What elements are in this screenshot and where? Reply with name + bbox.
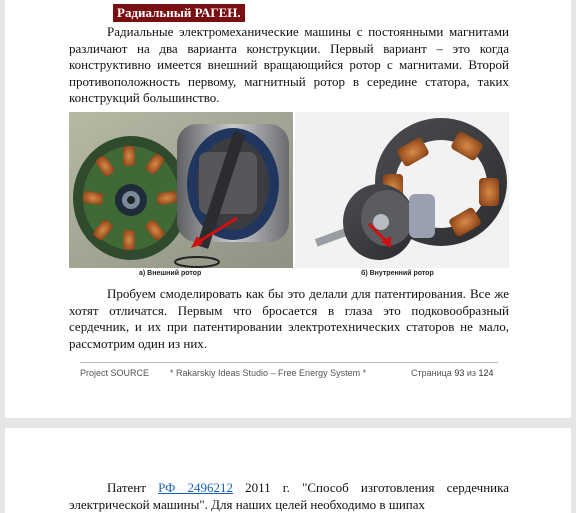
rotor-photo-illustration [69,112,509,282]
patent-link[interactable]: РФ 2496212 [158,480,233,495]
current-page: 93 [454,368,465,378]
paragraph-rotor-variants: Радиальные электромеханические машины с постоянными магнитами различают на два варианта конструкции. Первый вариант – это когда конструктивно имеется внешний вращающийся ротор с магнитами. Второй противоположность первому, магнитный ротор в середине статора, таких конструкций большинство. [69,24,509,105]
caption-inner-rotor: б) Внутренний ротор [361,270,434,277]
total-pages: 124 [478,368,494,378]
section-heading: Радиальный РАГЕН. [113,4,245,22]
paragraph-patenting: Пробуем смоделировать как бы это делали для патентирования. Все же хотят отличатся. Первым что бросается в глаза это подковообразный сердечник, и их при патентировании электротехнических статоров не мало, рассмотрим один из них. [69,286,509,351]
page-label: Страница [411,368,452,378]
caption-outer-rotor: а) Внешний ротор [139,270,202,277]
footer-studio: * Rakarskiy Ideas Studio – Free Energy System * [170,368,367,378]
outer-rotor-stator-photo [73,136,189,260]
document-page-94 [5,428,571,513]
footer-divider [80,362,498,363]
paragraph-patent [69,480,509,513]
footer-page-number [411,368,494,378]
page-of: из [466,368,476,378]
patent-text: 2011 г. "Способ изготовления сердечника электрической машины". Для наших целей необходимо в шипах [69,480,509,512]
document-page-93 [5,0,571,418]
patent-prefix: Патент [107,480,159,495]
footer-project: Project SOURCE [80,368,150,378]
outer-rotor-cup-photo [177,124,289,249]
rotor-figure [69,112,509,282]
